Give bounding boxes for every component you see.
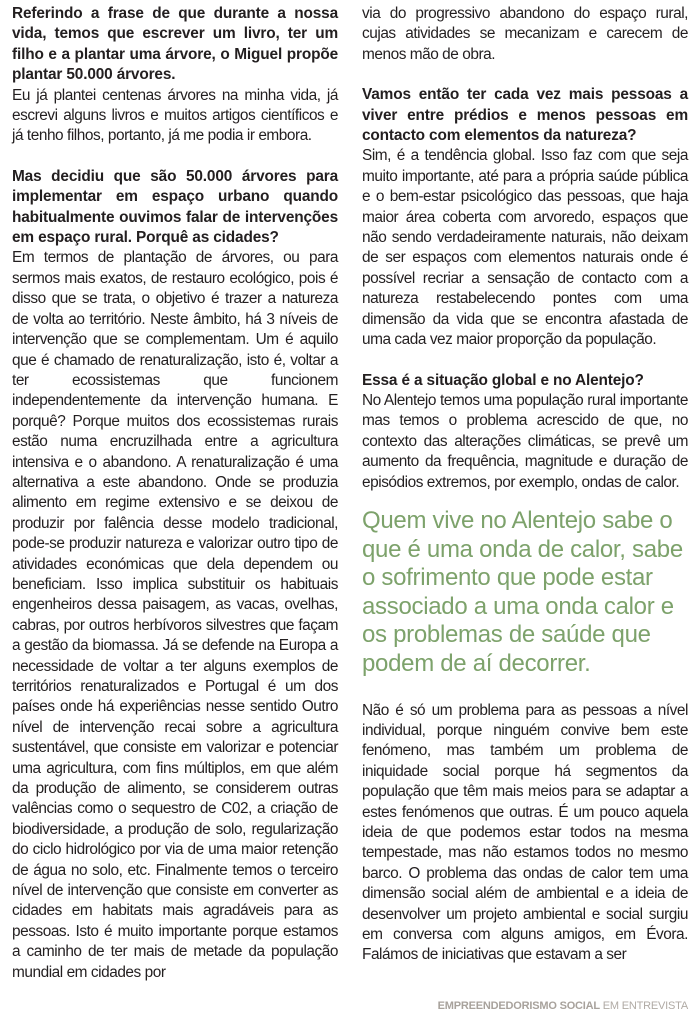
answer-2-continued: via do progressivo abandono do espaço rural, cujas atividades se mecanizam e carecem de menos mão de obra. <box>362 5 688 63</box>
question-4: Essa é a situação global e no Alentejo? <box>362 371 644 389</box>
answer-1: Eu já plantei centenas árvores na minha vida, já escrevi alguns livros e muitos artigos científicos e já tenho filhos, portanto, já me podia ir embora. <box>12 86 338 145</box>
right-column <box>362 4 688 966</box>
pull-quote: Quem vive no Alentejo sabe o que é uma onda de calor, sabe o sofrimento que pode estar associado a uma onda calor e os problemas de saúde que podem de aí decorrer. <box>362 506 683 677</box>
footer-section: EMPREENDEDORISMO SOCIAL <box>437 1000 600 1012</box>
answer-3: Sim, é a tendência global. Isso faz com que seja muito importante, até para a própria saúde pública e o bem-estar psicológico das pessoas, que haja maior área coberta com arvoredo, espaços que não sendo verdadeiramente naturais, não deixam de ser espaços com elementos naturais onde é possível recriar a sensação de contacto com a natureza restabelecendo pontes com uma dimensão da vida que se encontra afastada de uma cada vez maior proporção da população. <box>362 147 688 349</box>
answer-5: Não é só um problema para as pessoas a nível individual, porque ninguém convive bem este fenómeno, mas também um problema de iniquidade social porque há segmentos da população que têm mais meios para se adaptar a estes fenómenos que outras. É um pouco aquela ideia de que podemos estar todos na mesma tempestade, mas não estamos todos no mesmo barco. O problema das ondas de calor tem uma dimensão social além de ambiental e a ideia de desenvolver um projeto ambiental e social surgiu em conversa com alguns amigos, em Évora. Falámos de iniciativas que estavam a ser <box>362 701 688 964</box>
footer-subsection: EM ENTREVISTA <box>602 1000 688 1012</box>
answer-4: No Alentejo temos uma população rural importante mas temos o problema acrescido de que, no contexto das alterações climáticas, se prevê um aumento da frequência, magnitude e duração de episódios extremos, por exemplo, ondas de calor. <box>362 391 688 491</box>
answer-2: Em termos de plantação de árvores, ou para sermos mais exatos, de restauro ecológico, pois é disso que se trata, o objetivo é trazer a natureza de volta ao território. Neste âmbito, há 3 níveis de intervenção que se complementam. Um é aquilo que é chamado de renaturalização, isto é, voltar a ter ecossistemas que funcionem independentemente da intervenção humana. E porquê? Porque muitos dos ecossistemas rurais estão numa encruzilhada entre a agricultura intensiva e o abandono. A renaturalização é uma alternativa a este abandono. Onde se produzia alimento em regime extensivo e se deixou de produzir por falência desse modelo tradicional, pode-se produzir natureza e valorizar outro tipo de atividades económicas que dela dependem ou beneficiam. Isso implica substituir os habituais engenheiros dessa paisagem, as vacas, ovelhas, cabras, por outros herbívoros silvestres que façam a gestão da biomassa. Já se defende na Europa a necessidade de voltar a ter alguns exemplos de territórios renaturalizados e Portugal é um dos países onde há experiências nesse sentido Outro nível de intervenção recai sobre a agricultura sustentável, que consiste em valorizar e potenciar uma agricultura, com fins múltiplos, em que além da produção de alimento, se considerem outras valências como o sequestro de C02, a criação de biodiversidade, a produção de solo, regularização do ciclo hidrológico por via de uma maior retenção de água no solo, etc. Finalmente temos o terceiro nível de intervenção que consiste em converter as cidades em habitats mais agradáveis para as pessoas. Isto é muito importante porque estamos a caminho de ter mais de metade da população mundial em cidades por <box>12 249 338 981</box>
question-2: Mas decidiu que são 50.000 árvores para implementar em espaço urbano quando habitualmente ouvimos falar de intervenções em espaço rural. Porquê as cidades? <box>12 167 338 247</box>
question-1: Referindo a frase de que durante a nossa vida, temos que escrever um livro, ter um filho e a plantar uma árvore, o Miguel propõe plantar 50.000 árvores. <box>12 5 338 84</box>
left-column <box>12 4 338 983</box>
question-3: Vamos então ter cada vez mais pessoas a viver entre prédios e menos pessoas em contacto com elementos da natureza? <box>362 86 688 145</box>
page-footer <box>438 1000 688 1012</box>
